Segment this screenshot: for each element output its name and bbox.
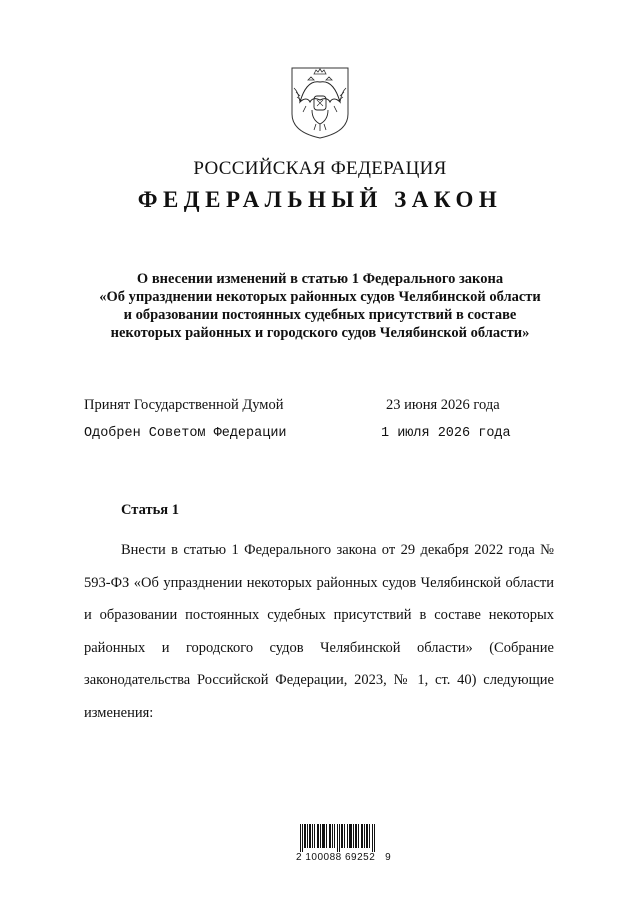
council-approval-date: 1 июля 2026 года: [381, 426, 511, 441]
article-body: Внести в статью 1 Федерального закона от 29 декабря 2022 года № 593-ФЗ «Об упразднении некоторых районных судов Челябинской области и образовании постоянных судебных присутствий в составе некоторых районных и городского судов Челябинской области» (Собрание законодательства Российской Федерации, 2023, № 1, ст. 40) следующие изменения:: [84, 542, 554, 721]
barcode-number: 2 100088 69252 9: [296, 852, 392, 863]
law-type-heading: ФЕДЕРАЛЬНЫЙ ЗАКОН: [137, 187, 503, 212]
law-title: [70, 270, 570, 342]
council-approval-label: Одобрен Советом Федерации: [84, 426, 287, 441]
law-title-line: О внесении изменений в статью 1 Федерального закона: [136, 271, 504, 287]
law-title-line: и образовании постоянных судебных присутствий в составе: [123, 307, 517, 323]
duma-adoption-date: 23 июня 2026 года: [386, 397, 500, 413]
law-title-line: некоторых районных и городского судов Челябинской области»: [110, 325, 530, 341]
duma-adoption-label: Принят Государственной Думой: [84, 397, 284, 413]
coat-of-arms-russia-icon: [288, 62, 352, 140]
law-title-line: «Об упразднении некоторых районных судов Челябинской области: [99, 289, 541, 305]
country-name: РОССИЙСКАЯ ФЕДЕРАЦИЯ: [193, 158, 447, 179]
article-heading: Статья 1: [121, 502, 179, 518]
barcode-image: [300, 824, 378, 852]
